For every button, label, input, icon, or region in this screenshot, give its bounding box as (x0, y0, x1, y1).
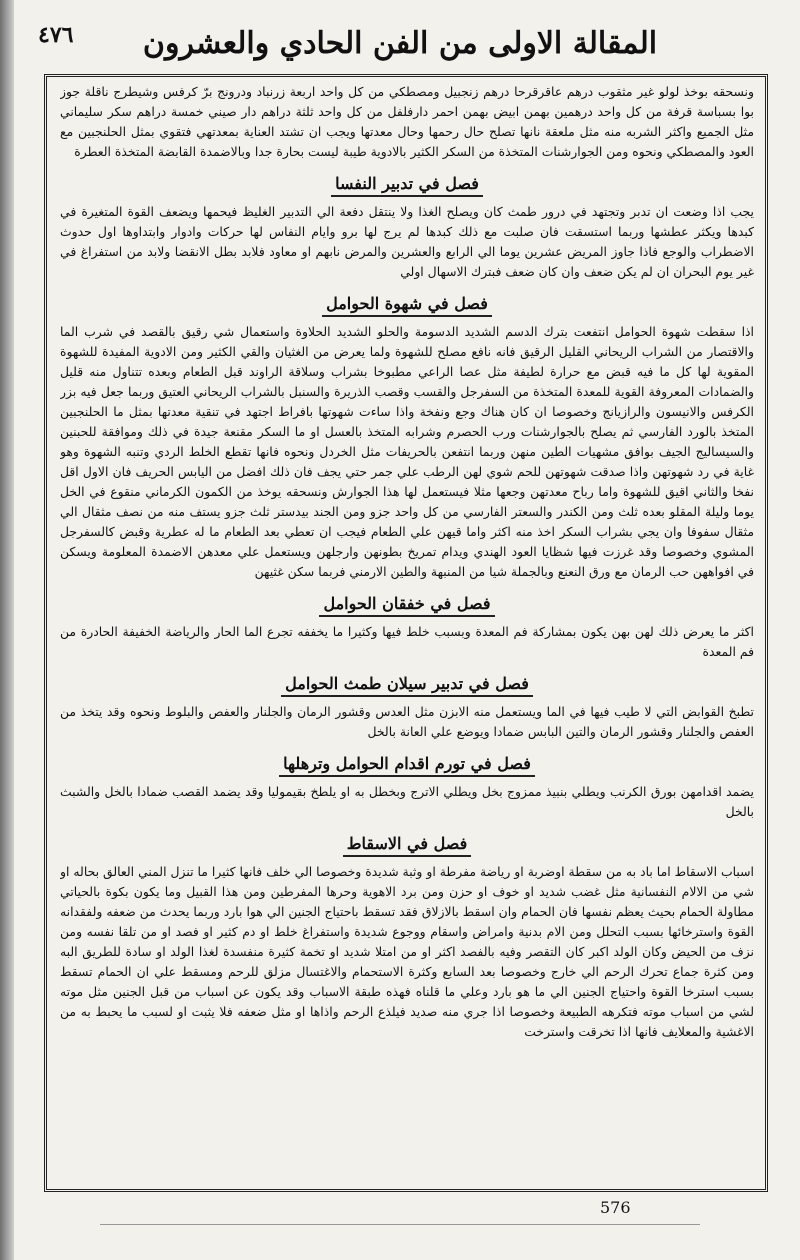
footer-divider (100, 1224, 700, 1225)
running-head-title: المقالة الاولى من الفن الحادي والعشرون (142, 26, 658, 61)
header-page-number: ٤٧٦ (38, 22, 74, 48)
section-4-heading-text: فصل في تدبير سيلان طمث الحوامل (281, 674, 533, 697)
footer-page-number: 576 (600, 1198, 631, 1217)
section-2-text: اذا سقطت شهوة الحوامل انتفعت بترك الدسم الشديد الدسومة والحلو الشديد الحلاوة واستعمال شي رقيق بالقصد في شرب الما والاقتصار من الشراب الريحاني القليل الرقيق فانه نافع مصلح للشهوة ولما يعرض من الغثيان والقي الكثير ومن الادوية المفيدة للشهوة المقوية لها كل ما فيه قبض مع حرارة لطيفة مثل عصا الراعي مطبوخا بشراب وسلاقة الراوند قبل الطعام وبعده تتناول منه قليل والضمادات المعروفة القوية للمعدة المتخذة من السفرجل والقسب وقصب الذريرة والسنبل بالشراب الريحاني العتيق وربما جعل فيه بزر الكرفس والانيسون والرازيانج وخصوصا ان كان هناك وجع ونفخة واذا ساءت شهوتها بافراط اجتهد في تنقية معدتها بمثل ما الحلنجبين المتخذ بالورد الفارسي ثم يصلح بالجوارشنات ورب الحصرم وشرابه المتخذ بالعسل او ما السكر مقنعة جيدة في ذلك وموافقة للحبنين والسيساليج الجيف بوافق مشهيات الطين منهن وربما انتفعن بالحريفات مثل الخردل ونحوه فانها تقطع الخلط الردي وتنبه الشهوة وهو غاية في رد شهوتهن واذا صدقت شهوتهن للحم شوي لهن الرطب علي جمر حتي يجف فان ذلك افضل من اليابس الحريف فان الاول اقل نفخا والثاني اقيق للشهوة واما رباح معدتهن وجعها مثلا فيستعمل لها هذا الجوارش ونسحقه يوخذ من الكمون الكرماني منقوع في الخل يوما وليلة المقلو بعده ثلث ومن الكندر والسعتر الفارسي من كل واحد جزو ومن الجند بيدستر ثلث جزو يستف منه من نصف مثقال الي مثقال سفوفا وان يجي بشراب السكر اخذ منه اكثر واما قيهن علي الطعام فيجب ان تعطي بعد الطعام ما له عطرية وقبض كالسفرجل المشوي وخصوصا وقد غرزت فيها شظايا العود الهندي ويدام تمريخ بطونهن وارجلهن ويستعمل علي معدهن الاضمدة المعلومة ويسكن في افواههن حب الرمان مع ورق النعنع وبالجملة شيا من المنبهة والطين الارمني فربما سكن غثيهن (60, 324, 754, 579)
section-1-heading-text: فصل في تدبير النفسا (331, 174, 483, 197)
section-6-text: اسباب الاسقاط اما باد به من سقطة اوضربة او رياضة مفرطة او وثبة شديدة وخصوصا الي خلف فانها كثيرا ما تنزل المني العالق بحاله او شي من الالام النفسانية مثل غضب شديد او خوف او حزن ومن برد الاهوية وحرها المفرطين ومن هذا القبيل وما يكون بكوة بالحياتي مطاولة الحمام بحيث يعظم نفسها فان الحمام وان اسقط بالازلاق فقد تسقط باحتياج الجنين الي هوا بارد وربما يحدث من ضعفه ولفقدانه القوة واسترخائها بسبب التحلل ومن الام بدنية وامراض واسقام ووجوع شديدة واستفراغ خلط او دم كثير او فصد او من تلقا نفسه ومن نزف من الحيض وكان الولد اكبر كان التقصر وفيه بالفصد اكثر او من امتلا شديد او تخمة كثيرة منفسدة لغذا الولد او سادة للطريق البه ومن كثرة جماع تحرك الرحم الي خارج وخصوصا بعد السابع وكثرة الاستحمام والاغتسال مزلق للرحم ومسقط علي ان الحمام تسقط بسبب استرخا القوة واحتياج الجنين الي ما هو بارد وعلي ما قلناه فهذه طبقة الاسباب وقد يكون عن اسباب من قبل الجنين مثل موته لشي من اسباب موته فتكرهه الطبيعة وخصوصا اذا جري منه صديد فيلذع الرحم واذاها او مثل ضعفه فلا يثبت او لسبب ما يحبط به من الاغشية والمعلايف فانها اذا تخرقت واسترخت (60, 864, 754, 1039)
section-5-heading (60, 752, 754, 776)
section-5-text: يضمد اقدامهن بورق الكرنب ويطلي بنبيذ ممزوج بخل ويطلي الاترج وبخطل به او يلطخ بقيموليا وقد يضمد القصب ضمادا بالخل والشبث بالخل (60, 784, 754, 819)
page-gutter-shadow (0, 0, 14, 1260)
section-0-text: ونسحقه بوخذ لولو غير مثقوب درهم عاقرقرحا درهم زنجبيل ومصطكي من كل واحد اربعة زرنباد ودرونج برّ كرفس وشيطرج ناقلة جوز بوا بسباسة قرفة من كل واحد درهمين بهمن ابيض بهمن احمر دارفلفل من كل واحد ثلثة دراهم دار صيني خمسة دراهم سكر سليماني مثل الجميع واكثر الشربه منه مثل ملعقة نانها تصلح حال رحمها وحال معدتها ويجب ان تشتد العناية بمعدتهي فتقوي بمثل الحلنجبين مع العود والمصطكي ونحوه ومن الجوارشنات المتخذة من السكر الكثير بالادوية طيبة ليست بحارة جدا وبالاضمدة القابضة المتخذة العطرة (60, 84, 754, 159)
section-2-heading (60, 292, 754, 316)
section-4-text: تطبخ القوابض التي لا طيب فيها في الما ويستعمل منه الابزن مثل العدس وقشور الرمان والجلنار والعفص والبلوط ونحوه وقد يتخذ من العفص والجلنار وقشور الرمان والتين البابس ضمادا ويوضع علي العانة بالخل (60, 704, 754, 739)
section-3-text: اكثر ما يعرض ذلك لهن بهن يكون بمشاركة فم المعدة وبسبب خلط فيها وكثيرا ما يخففه تجرع الما الحار والرياضة الخفيفة الحادرة من فم المعدة (60, 624, 754, 659)
section-2-heading-text: فصل في شهوة الحوامل (322, 294, 492, 317)
section-1-text: يجب اذا وضعت ان تدبر وتجتهد في درور طمث كان ويصلح الغذا ولا ينتقل دفعة الي التدبير الغليظ فيحمها ويضعف القوة المتغيرة في كبدها ويكثر عطشها وربما استسقت فان صلبت مع ذلك كبدها لم يرج لها برو وايام النفاس لها حركات وادوار وابتداوها اول حدوث الاضطراب والوجع فاذا جاوز المريض عشرين يوما الي الرابع والعشرين والمرض نابهم او معاود فلابد بطل الانقضا ولابد من استفراغ في غير يوم البحران ان لم يكن ضعف وان كان ضعف فبترك الاسهال اولي (60, 204, 754, 279)
section-6-heading (60, 832, 754, 856)
page-body (60, 82, 754, 1184)
section-1-heading (60, 172, 754, 196)
section-3-heading (60, 592, 754, 616)
section-4-heading (60, 672, 754, 696)
section-3-heading-text: فصل في خفقان الحوامل (319, 594, 494, 617)
section-6-heading-text: فصل في الاسقاط (343, 834, 472, 857)
section-5-heading-text: فصل في تورم اقدام الحوامل وترهلها (279, 754, 535, 777)
